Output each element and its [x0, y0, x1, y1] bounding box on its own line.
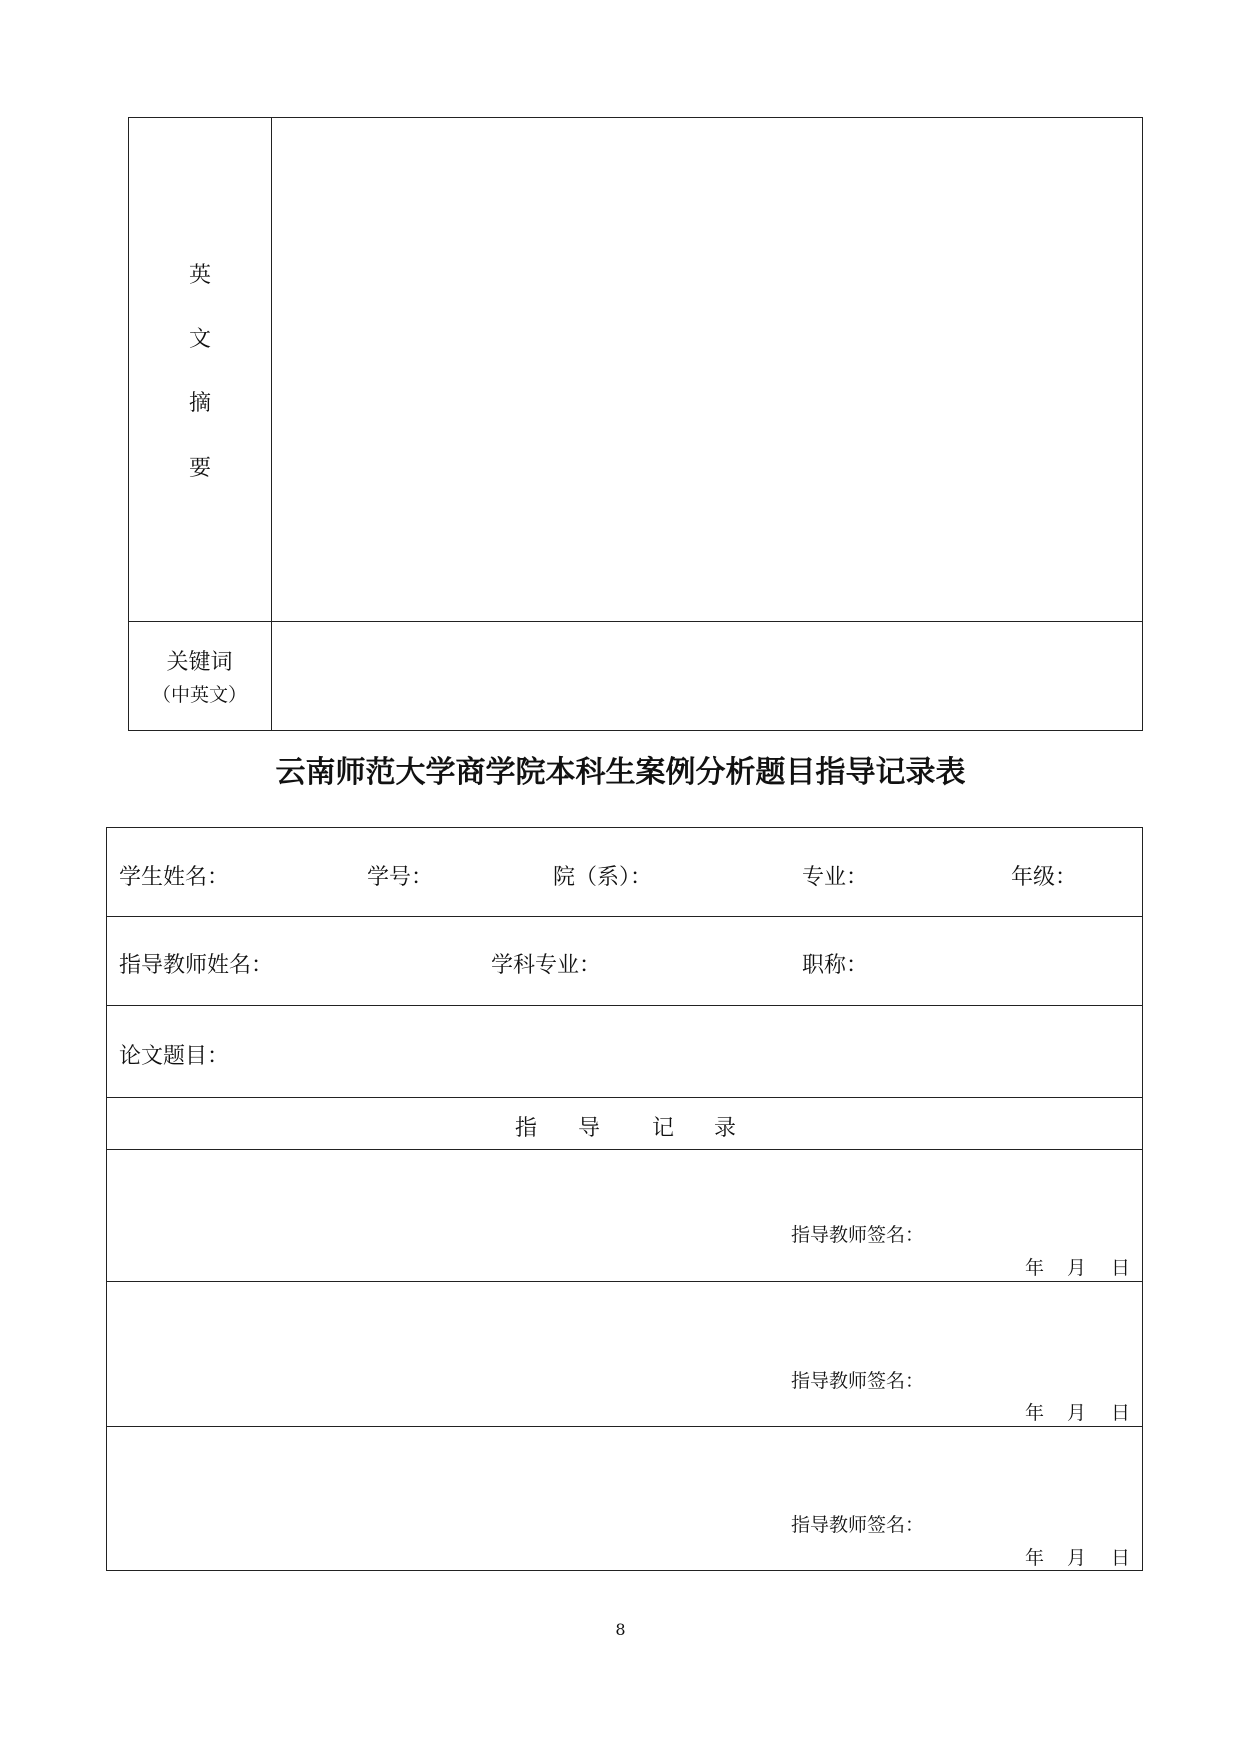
- record-header-char: 记: [652, 1116, 675, 1141]
- date-day-label: 日: [1111, 1257, 1131, 1279]
- record-header-char: 录: [714, 1116, 737, 1141]
- thesis-title-label: 论文题目：: [119, 1044, 230, 1069]
- professional-title-label: 职称：: [802, 953, 869, 978]
- record-cell[interactable]: [107, 1427, 1142, 1570]
- major-label: 专业：: [802, 865, 869, 890]
- keywords-content-cell[interactable]: [272, 622, 1142, 730]
- table-border-right: [1142, 827, 1143, 1571]
- table-border-right: [1142, 117, 1143, 731]
- record-cell[interactable]: [107, 1150, 1142, 1281]
- form-title: 云南师范大学商学院本科生案例分析题目指导记录表: [275, 755, 966, 790]
- table-border-top: [106, 827, 1143, 828]
- advisor-signature-label: 指导教师签名：: [791, 1370, 925, 1392]
- abstract-content-cell[interactable]: [272, 118, 1142, 621]
- abstract-label-char: 文: [188, 327, 211, 352]
- page-number: 8: [615, 1620, 626, 1639]
- advisor-name-label: 指导教师姓名：: [119, 953, 274, 978]
- table-border-bottom: [128, 730, 1143, 731]
- record-cell[interactable]: [107, 1282, 1142, 1426]
- subject-major-label: 学科专业：: [491, 953, 602, 978]
- student-number-label: 学号：: [367, 865, 434, 890]
- abstract-label-char: 英: [188, 263, 211, 288]
- grade-label: 年级：: [1011, 865, 1078, 890]
- department-label: 院（系）：: [553, 865, 653, 890]
- date-month-label: 月: [1067, 1547, 1087, 1569]
- advisor-signature-label: 指导教师签名：: [791, 1224, 925, 1246]
- student-name-label: 学生姓名：: [119, 865, 230, 890]
- keywords-label: 关键词: [166, 650, 233, 675]
- keywords-sublabel: （中英文）: [151, 684, 247, 706]
- table-border-bottom: [106, 1570, 1143, 1571]
- date-year-label: 年: [1025, 1402, 1045, 1424]
- abstract-label-char: 摘: [188, 391, 211, 416]
- row-divider: [106, 1097, 1143, 1098]
- table-border-left: [128, 117, 129, 731]
- date-month-label: 月: [1067, 1257, 1087, 1279]
- date-day-label: 日: [1111, 1547, 1131, 1569]
- advisor-signature-label: 指导教师签名：: [791, 1514, 925, 1536]
- date-month-label: 月: [1067, 1402, 1087, 1424]
- row-divider: [106, 916, 1143, 917]
- date-day-label: 日: [1111, 1402, 1131, 1424]
- date-year-label: 年: [1025, 1257, 1045, 1279]
- row-divider: [106, 1005, 1143, 1006]
- date-year-label: 年: [1025, 1547, 1045, 1569]
- abstract-label-char: 要: [188, 456, 211, 481]
- record-header-char: 导: [578, 1116, 601, 1141]
- record-header-char: 指: [515, 1116, 538, 1141]
